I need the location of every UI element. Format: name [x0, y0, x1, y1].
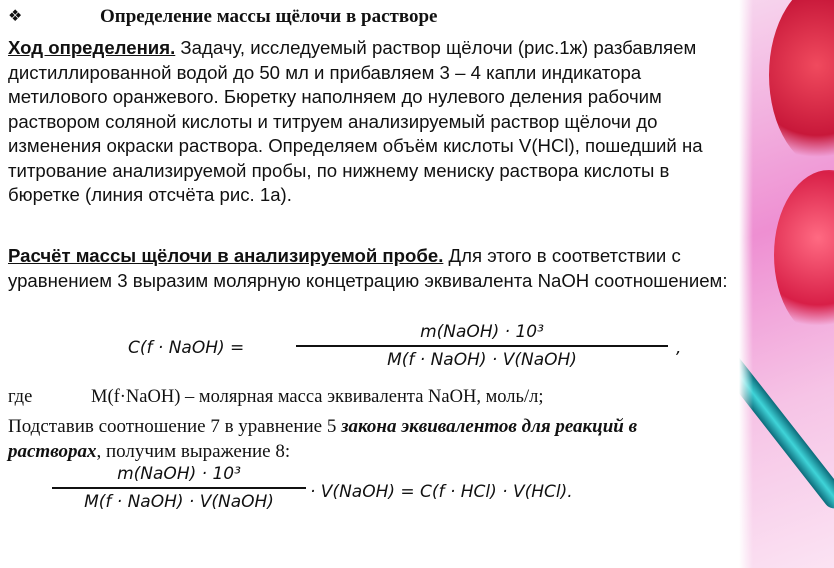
paragraph-text: , получим выражение 8: [96, 441, 291, 462]
fade-edge [739, 0, 753, 568]
formula-concentration [128, 320, 682, 380]
bullet-icon: ❖ [8, 6, 23, 25]
paragraph-emphasis: закона эквивалентов для реакций в растворах [8, 416, 638, 462]
petal-shape [769, 0, 834, 170]
fraction-bar [52, 487, 306, 489]
paragraph-procedure [8, 36, 738, 208]
formula-numerator: m(NaOH) · 10³ [117, 464, 241, 484]
where-description: M(f·NaOH) – молярная масса эквивалента NaOH, моль/л; [91, 387, 544, 407]
formula-fraction [52, 462, 306, 514]
petal-shape [774, 170, 834, 340]
formula-denominator: M(f · NaOH) · V(NaOH) [387, 349, 577, 370]
paragraph-calculation [8, 244, 738, 293]
paragraph-substitution [8, 414, 708, 464]
where-word: где [8, 387, 33, 407]
slide-title: Определение массы щёлочи в растворе [100, 6, 438, 27]
decorative-flower-image [739, 0, 834, 568]
formula-denominator: M(f · NaOH) · V(NaOH) [84, 491, 274, 512]
title-row [8, 6, 708, 28]
paragraph-text: Подставив соотношение 7 в уравнение 5 [8, 416, 342, 437]
formula-trailing: , [676, 338, 682, 358]
formula-rhs: · V(NaOH) = C(f · HCl) · V(HCl). [310, 482, 573, 502]
formula-numerator: m(NaOH) · 10³ [420, 322, 544, 342]
paragraph-body: Задачу, исследуемый раствор щёлочи (рис.1ж) разбавляем дистиллированной водой до 50 мл и прибавляем 3 – 4 капли индикатора метилового оранжевого. Бюретку наполняем до нулевого деления рабочим раствором соляной кислоты и титруем анализируемый раствор щёлочи до изменения окраски раствора. Определяем объём кислоты V(HCl), пошедший на титрование анализируемой пробы, по нижнему мениску раствора кислоты в бюретке (линия отсчёта рис. 1а). [8, 37, 703, 205]
fraction-bar [296, 345, 668, 347]
paragraph-lead: Ход определения. [8, 37, 176, 58]
paragraph-lead: Расчёт массы щёлочи в анализируемой пробе. [8, 245, 444, 266]
where-line [8, 387, 544, 408]
formula-fraction [296, 320, 668, 372]
stem-shape [739, 318, 834, 513]
paragraph-body: Для этого в соответствии с уравнением 3 выразим молярную концетрацию эквивалента NaOH соотношением: [8, 245, 728, 291]
formula-equivalents [52, 462, 672, 526]
formula-lhs: C(f · NaOH) = [128, 338, 245, 358]
